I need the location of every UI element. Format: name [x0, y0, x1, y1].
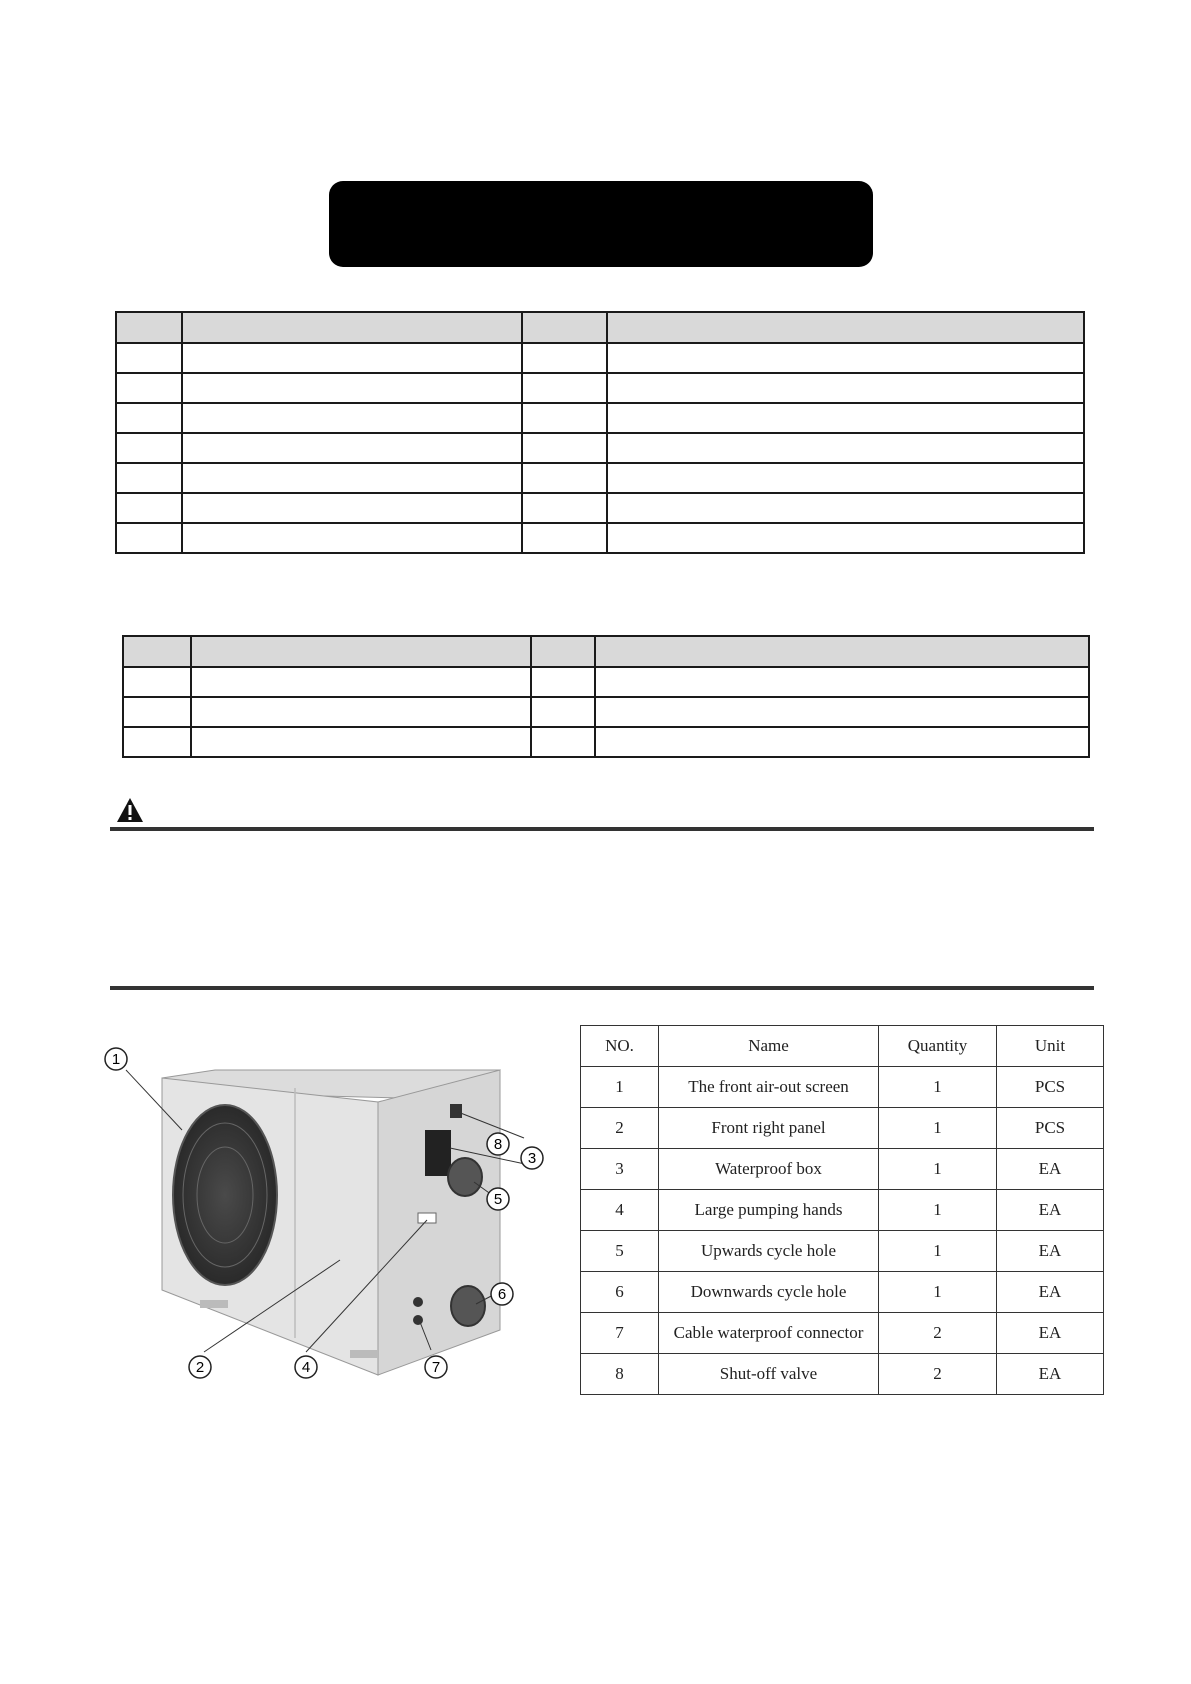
cell-unit: EA	[997, 1313, 1104, 1354]
svg-text:4: 4	[301, 1359, 311, 1376]
cell-name: Large pumping hands	[659, 1190, 879, 1231]
table-row	[116, 433, 1084, 463]
warning-divider-bottom	[110, 986, 1094, 990]
cell-no: 8	[581, 1354, 659, 1395]
callout-8	[487, 1133, 509, 1155]
warning-icon	[116, 797, 144, 823]
cell-name: Shut-off valve	[659, 1354, 879, 1395]
cell-unit: EA	[997, 1149, 1104, 1190]
cell-unit: EA	[997, 1231, 1104, 1272]
parts-header-row	[581, 1026, 1104, 1067]
cell-unit: EA	[997, 1190, 1104, 1231]
cell-name: The front air-out screen	[659, 1067, 879, 1108]
table-row	[581, 1272, 1104, 1313]
table-row	[116, 373, 1084, 403]
callout-3	[521, 1147, 543, 1169]
table-row	[581, 1149, 1104, 1190]
table-row	[116, 493, 1084, 523]
cell-no: 5	[581, 1231, 659, 1272]
svg-text:7: 7	[431, 1359, 441, 1376]
cell-quantity: 1	[879, 1108, 997, 1149]
cell-no: 2	[581, 1108, 659, 1149]
cell-no: 7	[581, 1313, 659, 1354]
svg-text:2: 2	[195, 1359, 205, 1376]
spec-table-secondary	[122, 635, 1090, 758]
cell-quantity: 1	[879, 1190, 997, 1231]
table-row	[581, 1108, 1104, 1149]
cell-name: Front right panel	[659, 1108, 879, 1149]
cell-no: 3	[581, 1149, 659, 1190]
table-row	[116, 343, 1084, 373]
cell-quantity: 1	[879, 1067, 997, 1108]
parts-list-table	[580, 1025, 1104, 1395]
cell-no: 6	[581, 1272, 659, 1313]
cell-quantity: 2	[879, 1313, 997, 1354]
table-row	[116, 463, 1084, 493]
cell-no: 1	[581, 1067, 659, 1108]
callout-2	[189, 1356, 211, 1378]
callout-1	[105, 1048, 127, 1070]
header-unit: Unit	[997, 1026, 1104, 1067]
table-row	[116, 403, 1084, 433]
table-row	[123, 697, 1089, 727]
table-header-row	[123, 636, 1089, 667]
header-name: Name	[659, 1026, 879, 1067]
cell-unit: EA	[997, 1272, 1104, 1313]
table-row	[581, 1313, 1104, 1354]
callout-4	[295, 1356, 317, 1378]
svg-text:3: 3	[527, 1150, 537, 1167]
section-title-bar	[329, 181, 873, 267]
cell-name: Waterproof box	[659, 1149, 879, 1190]
svg-text:6: 6	[497, 1286, 507, 1303]
table-row	[581, 1067, 1104, 1108]
cell-quantity: 1	[879, 1149, 997, 1190]
header-quantity: Quantity	[879, 1026, 997, 1067]
svg-text:1: 1	[111, 1051, 121, 1068]
cell-quantity: 1	[879, 1272, 997, 1313]
cell-quantity: 2	[879, 1354, 997, 1395]
cell-no: 4	[581, 1190, 659, 1231]
cell-unit: PCS	[997, 1067, 1104, 1108]
table-row	[581, 1190, 1104, 1231]
svg-text:5: 5	[493, 1191, 503, 1208]
callout-7	[425, 1356, 447, 1378]
warning-divider-top	[110, 827, 1094, 831]
cell-name: Cable waterproof connector	[659, 1313, 879, 1354]
table-row	[123, 667, 1089, 697]
cell-quantity: 1	[879, 1231, 997, 1272]
table-row	[581, 1354, 1104, 1395]
table-row	[116, 523, 1084, 553]
table-row	[581, 1231, 1104, 1272]
header-no: NO.	[581, 1026, 659, 1067]
cell-unit: PCS	[997, 1108, 1104, 1149]
callout-6	[491, 1283, 513, 1305]
cell-unit: EA	[997, 1354, 1104, 1395]
spec-table-primary	[115, 311, 1085, 554]
table-row	[123, 727, 1089, 757]
heat-pump-illustration	[100, 1030, 570, 1400]
svg-text:8: 8	[493, 1136, 503, 1153]
cell-name: Upwards cycle hole	[659, 1231, 879, 1272]
cell-name: Downwards cycle hole	[659, 1272, 879, 1313]
table-header-row	[116, 312, 1084, 343]
callout-5	[487, 1188, 509, 1210]
